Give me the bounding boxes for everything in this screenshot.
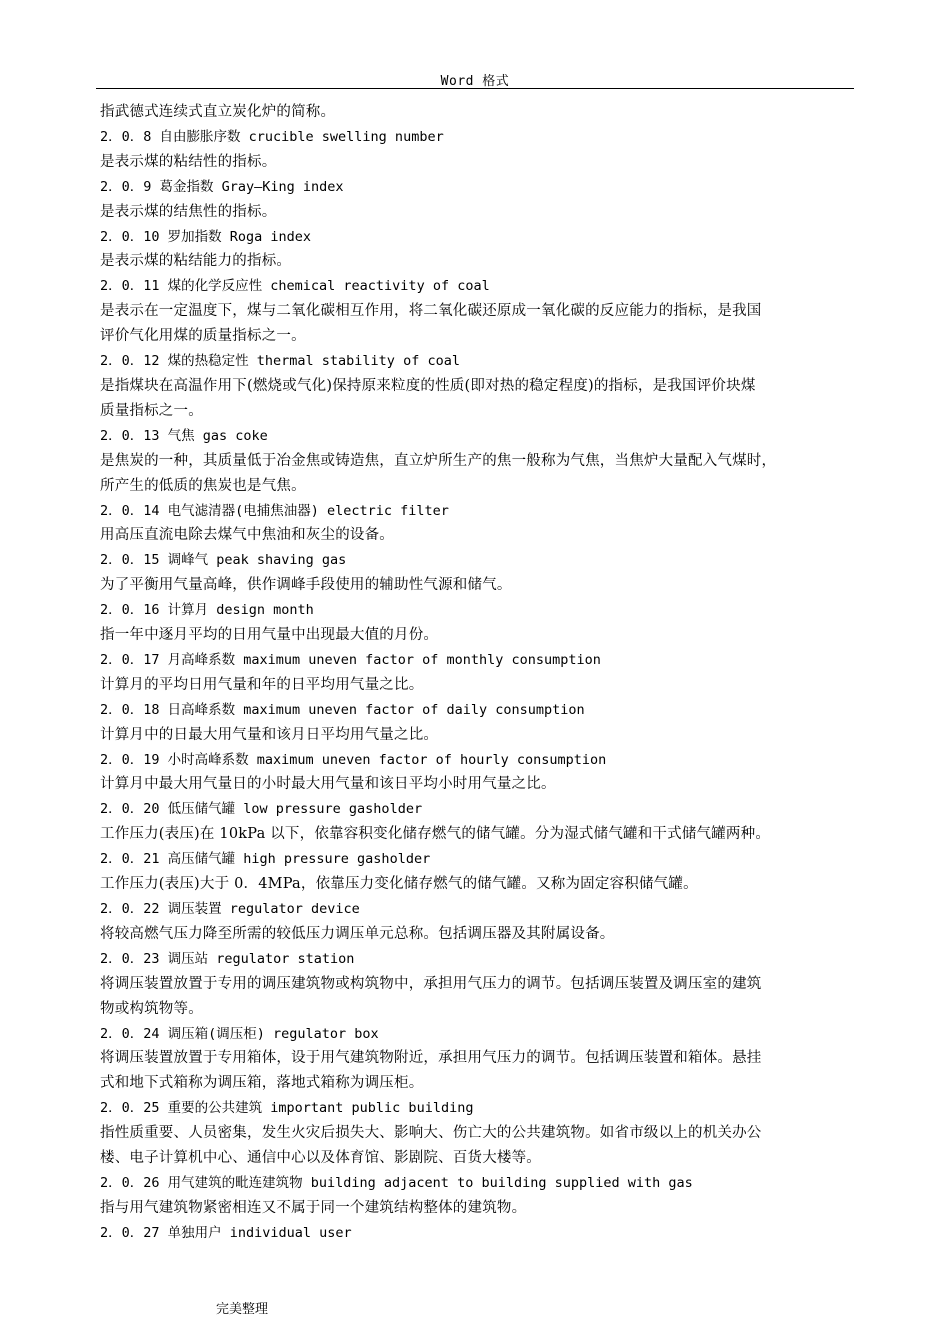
term-definition: 是表示煤的粘结能力的指标。 xyxy=(100,253,292,270)
document-body xyxy=(100,100,852,1246)
term-definition: 用高压直流电除去煤气中焦油和灰尘的设备。 xyxy=(100,527,394,544)
header-divider xyxy=(96,88,854,89)
term-definition: 计算月中最大用气量日的小时最大用气量和该日平均小时用气量之比。 xyxy=(100,776,556,793)
term-heading: 2．0．10 罗加指数 Roga index xyxy=(100,228,312,245)
term-definition: 物或构筑物等。 xyxy=(100,1000,203,1017)
term-definition: 工作压力(表压)在 10kPa 以下，依靠容积变化储存燃气的储气罐。分为湿式储气罐和干式储气罐两种。 xyxy=(100,826,771,843)
term-definition: 评价气化用煤的质量指标之一。 xyxy=(100,328,306,345)
term-heading: 2．0．15 调峰气 peak shaving gas xyxy=(100,552,347,569)
term-definition: 指与用气建筑物紧密相连又不属于同一个建筑结构整体的建筑物。 xyxy=(100,1199,527,1216)
term-heading: 2．0．18 日高峰系数 maximum uneven factor of daily consumption xyxy=(100,701,585,718)
term-definition: 质量指标之一。 xyxy=(100,402,203,419)
term-definition: 计算月中的日最大用气量和该月日平均用气量之比。 xyxy=(100,726,439,743)
term-definition: 指武德式连续式直立炭化炉的简称。 xyxy=(100,104,336,120)
term-definition: 是焦炭的一种，其质量低于冶金焦或铸造焦，直立炉所生产的焦一般称为气焦，当焦炉大量配入气煤时， xyxy=(100,452,777,469)
term-definition: 将较高燃气压力降至所需的较低压力调压单元总称。包括调压器及其附属设备。 xyxy=(100,925,615,942)
term-definition: 指一年中逐月平均的日用气量中出现最大值的月份。 xyxy=(100,627,439,644)
term-heading: 2．0．17 月高峰系数 maximum uneven factor of monthly consumption xyxy=(100,651,601,668)
term-heading: 2．0．22 调压装置 regulator device xyxy=(100,901,360,917)
term-definition: 是表示煤的粘结性的指标。 xyxy=(100,153,277,170)
term-heading: 2．0．13 气焦 gas coke xyxy=(100,427,268,444)
term-heading: 2．0．26 用气建筑的毗连建筑物 building adjacent to building supplied with gas xyxy=(100,1174,693,1191)
term-heading: 2．0．12 煤的热稳定性 thermal stability of coal xyxy=(100,353,460,370)
term-definition: 是指煤块在高温作用下(燃烧或气化)保持原来粒度的性质(即对热的稳定程度)的指标，是我国评价块煤 xyxy=(100,377,756,394)
term-definition: 是表示在一定温度下，煤与二氧化碳相互作用，将二氧化碳还原成一氧化碳的反应能力的指标，是我国 xyxy=(100,303,762,320)
term-definition: 为了平衡用气量高峰，供作调峰手段使用的辅助性气源和储气。 xyxy=(100,577,512,594)
term-definition: 所产生的低质的焦炭也是气焦。 xyxy=(100,477,306,494)
term-heading: 2．0．25 重要的公共建筑 important public building xyxy=(100,1100,474,1117)
term-heading: 2．0．21 高压储气罐 high pressure gasholder xyxy=(100,851,431,868)
term-heading: 2．0．20 低压储气罐 low pressure gasholder xyxy=(100,801,423,818)
term-definition: 将调压装置放置于专用箱体，设于用气建筑物附近，承担用气压力的调节。包括调压装置和箱体。悬挂 xyxy=(100,1050,762,1067)
term-heading: 2．0．16 计算月 design month xyxy=(100,602,314,619)
term-definition: 计算月的平均日用气量和年的日平均用气量之比。 xyxy=(100,676,424,693)
term-definition: 是表示煤的结焦性的指标。 xyxy=(100,203,277,220)
term-definition: 式和地下式箱称为调压箱，落地式箱称为调压柜。 xyxy=(100,1075,424,1092)
term-heading: 2．0．19 小时高峰系数 maximum uneven factor of hourly consumption xyxy=(100,751,607,768)
term-heading: 2．0．8 自由膨胀序数 crucible swelling number xyxy=(100,128,444,145)
term-definition: 楼、电子计算机中心、通信中心以及体育馆、影剧院、百货大楼等。 xyxy=(100,1150,541,1167)
term-heading: 2．0．27 单独用户 individual user xyxy=(100,1224,352,1241)
term-heading: 2．0．14 电气滤清器(电捕焦油器) electric filter xyxy=(100,502,449,519)
term-definition: 将调压装置放置于专用的调压建筑物或构筑物中，承担用气压力的调节。包括调压装置及调压室的建筑 xyxy=(100,975,762,992)
term-heading: 2．0．23 调压站 regulator station xyxy=(100,950,355,967)
term-heading: 2．0．24 调压箱(调压柜) regulator box xyxy=(100,1025,379,1042)
page-header: Word 格式 xyxy=(440,74,510,89)
page-footer: 完美整理 xyxy=(216,1302,269,1317)
term-heading: 2．0．11 煤的化学反应性 chemical reactivity of coal xyxy=(100,278,490,295)
term-definition: 工作压力(表压)大于 0．4MPa，依靠压力变化储存燃气的储气罐。又称为固定容积储气罐。 xyxy=(100,876,698,893)
term-definition: 指性质重要、人员密集，发生火灾后损失大、影响大、伤亡大的公共建筑物。如省市级以上的机关办公 xyxy=(100,1125,762,1142)
term-heading: 2．0．9 葛金指数 Gray—King index xyxy=(100,178,344,195)
